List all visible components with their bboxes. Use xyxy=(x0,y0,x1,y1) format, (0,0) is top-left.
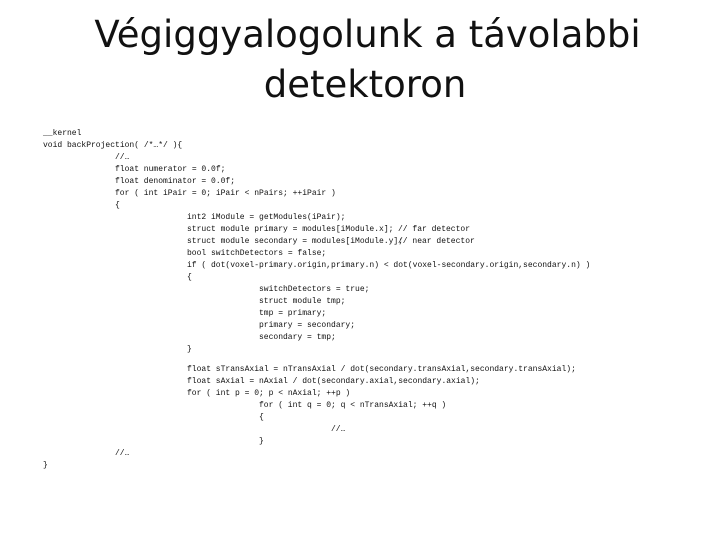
code-line: for ( int q = 0; q < nTransAxial; ++q ) xyxy=(259,401,447,410)
code-line: float denominator = 0.0f; xyxy=(115,177,236,186)
code-line: float sTransAxial = nTransAxial / dot(secondary.transAxial,secondary.transAxial); xyxy=(187,365,576,374)
code-line: struct module tmp; xyxy=(259,297,346,306)
code-line: for ( int iPair = 0; iPair < nPairs; ++iPair ) xyxy=(115,189,336,198)
code-line: __kernel xyxy=(43,129,82,138)
code-line: { xyxy=(187,273,192,282)
code-line: } xyxy=(259,437,264,446)
code-line: { xyxy=(115,201,120,210)
code-comment: // near detector xyxy=(398,237,475,246)
title-line-2: detektoron xyxy=(263,63,467,106)
slide-title xyxy=(0,10,720,110)
code-line: primary = secondary; xyxy=(259,321,356,330)
title-line-1: Végiggyalogolunk a távolabbi xyxy=(94,13,641,56)
code-line: } xyxy=(43,461,48,470)
code-line: void backProjection( /*…*/ ){ xyxy=(43,141,183,150)
code-line: switchDetectors = true; xyxy=(259,285,370,294)
code-line: //… xyxy=(115,153,130,162)
code-line: //… xyxy=(115,449,130,458)
code-line: if ( dot(voxel-primary.origin,primary.n) < dot(voxel-secondary.origin,secondary.n) ) xyxy=(187,261,591,270)
code-comment: // far detector xyxy=(398,225,471,234)
code-line: int2 iModule = getModules(iPair); xyxy=(187,213,346,222)
code-line: bool switchDetectors = false; xyxy=(187,249,327,258)
code-line: tmp = primary; xyxy=(259,309,327,318)
code-line: secondary = tmp; xyxy=(259,333,336,342)
code-line: struct module primary = modules[iModule.x]; xyxy=(187,225,394,234)
code-line: //… xyxy=(331,425,346,434)
code-line: float numerator = 0.0f; xyxy=(115,165,226,174)
code-line: for ( int p = 0; p < nAxial; ++p ) xyxy=(187,389,351,398)
code-line: } xyxy=(187,345,192,354)
code-line: float sAxial = nAxial / dot(secondary.axial,secondary.axial); xyxy=(187,377,480,386)
code-line: struct module secondary = modules[iModule.y]; xyxy=(187,237,404,246)
code-line: { xyxy=(259,413,264,422)
